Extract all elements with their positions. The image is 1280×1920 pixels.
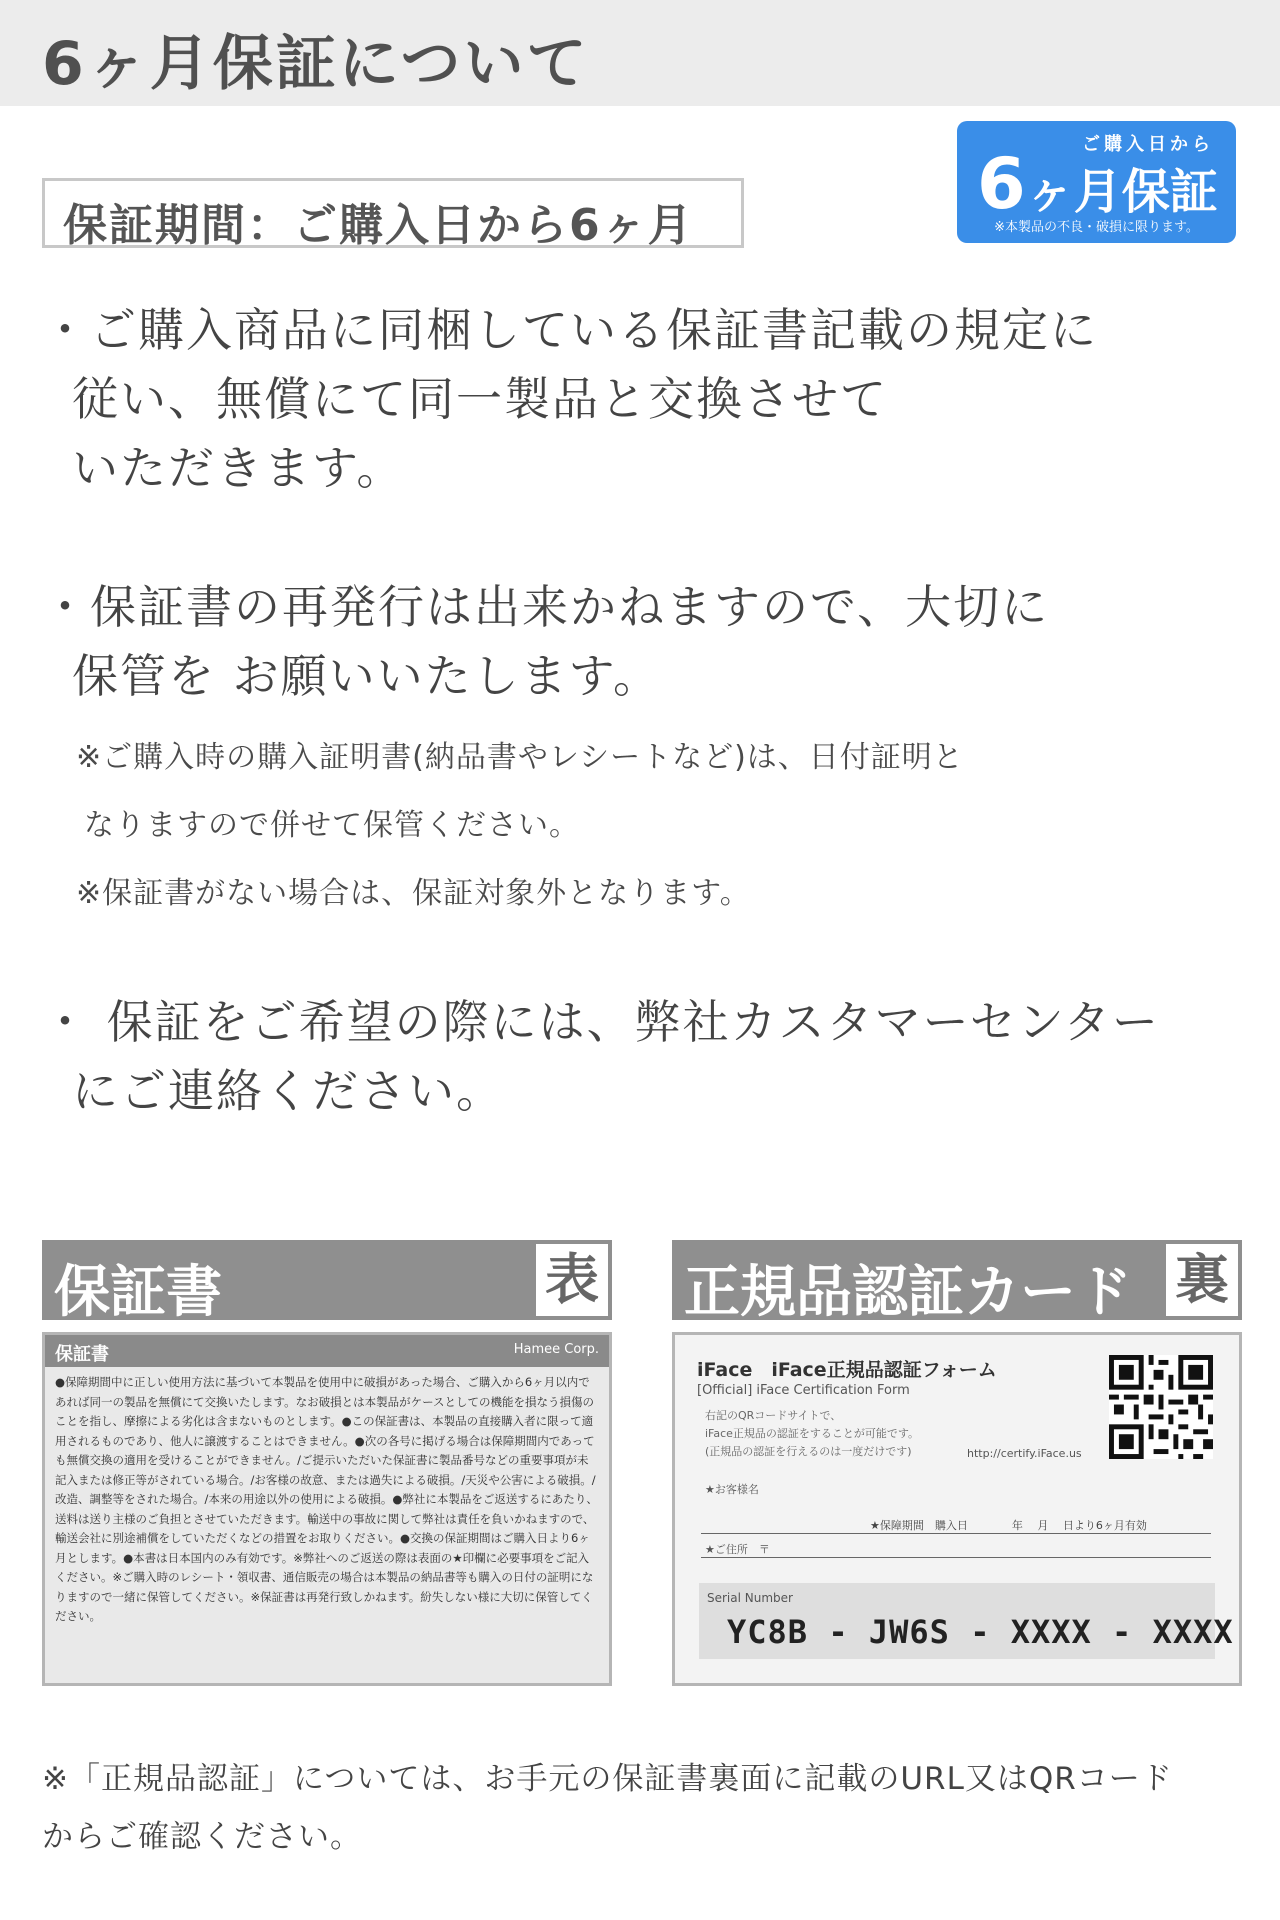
certification-card-image: [672, 1332, 1242, 1686]
six-month-warranty-badge: [957, 121, 1236, 243]
cert-card-title: iFace iFace正規品認証フォーム: [697, 1359, 997, 1381]
divider: [701, 1557, 1211, 1558]
cert-url: http://certify.iFace.us: [967, 1447, 1082, 1460]
bullet-line: ・保証書の再発行は出来かねますので、大切に: [42, 580, 1050, 634]
note-no-warranty: ※保証書がない場合は、保証対象外となります。: [76, 876, 751, 911]
cert-card-desc: [705, 1407, 919, 1461]
certification-card-panel: [672, 1240, 1242, 1686]
bullet-contact: [42, 988, 1160, 1126]
bullet-line: にご連絡ください。: [72, 1064, 504, 1118]
page-title: 6ヶ月保証について: [42, 29, 590, 99]
qr-code-icon: [1109, 1355, 1213, 1459]
warranty-card-text: ●保障期間中に正しい使用方法に基づいて本製品を使用中に破損があった場合、ご購入から6ヶ月以内であれば同一の製品を無償にて交換いたします。なお破損とは本製品がケースとしての機能を損なう損傷のことを指し、摩擦による劣化は含まないものとします。●この保証書は、本製品の直接購入者に限って適用されるものであり、他人に譲渡することはできません。●次の各号に掲げる場合は保障期間内であっても無償交換の適用を受けることができません。/ご提示いただいた保証書に製品番号などの重要事項が未記入または修正等がされている場合。/お客様の故意、または過失による破損。/天災や公害による破損。/改造、調整等をされた場合。/本来の用途以外の使用による破損。●弊社に本製品をご返送するにあたり、送料は送り主様のご負担とさせていただきます。輸送中の事故に関して弊社は責任を負いかねますので、輸送会社に別途補償をしていただくなどの措置をお取りください。●交換の保証期間はご購入日より6ヶ月とします。●本書は日本国内のみ有効です。※弊社へのご返送の際は表面の★印欄に必要事項をご記入ください。※ご購入時のレシート・領収書、通信販売の場合は本製品の納品書等も購入の日付の証明になりますので一緒に保管してください。※保証書は再発行致しかねます。紛失しない様に大切に保管してください。: [55, 1375, 598, 1623]
warranty-period-label: 保証期間：ご購入日から6ヶ月: [63, 200, 694, 251]
footer-line: ※「正規品認証」については、お手元の保証書裏面に記載のURL又はQRコード: [42, 1761, 1173, 1797]
note-receipt: ※ご購入時の購入証明書(納品書やレシートなど)は、日付証明と: [76, 740, 964, 775]
footer-note: [42, 1750, 1173, 1866]
footer-line: からご確認ください。: [42, 1819, 362, 1855]
cert-card-subtitle: [Official] iFace Certification Form: [697, 1383, 910, 1398]
panel-header: [672, 1240, 1242, 1325]
bullet-line: 保管を お願いいたします。: [72, 649, 661, 703]
serial-number-label: Serial Number: [707, 1591, 793, 1605]
panel-side-tag: 裏: [1166, 1244, 1238, 1316]
divider: [701, 1533, 1211, 1534]
bullet-line: 従い、無償にて同一製品と交換させて: [72, 372, 888, 426]
bullet-line: いただきます。: [72, 441, 405, 495]
badge-top-text: ご購入日から: [1082, 134, 1214, 155]
warranty-card-image: [42, 1332, 612, 1686]
bullet-line: ・ 保証をご希望の際には、弊社カスタマーセンター: [42, 995, 1160, 1049]
badge-six: 6: [977, 143, 1026, 225]
warranty-card-panel: [42, 1240, 612, 1686]
bullet-exchange: [42, 296, 1098, 503]
cert-desc-line: 右記のQRコードサイトで、: [705, 1409, 842, 1422]
panel-header: [42, 1240, 612, 1325]
header-bar: [0, 0, 1280, 106]
panel-title: 正規品認証カード: [684, 1260, 1132, 1325]
note-receipt-cont: なりますので併せて保管ください。: [84, 808, 580, 843]
cert-period-label: ★保障期間 購入日 年 月 日より6ヶ月有効: [870, 1519, 1147, 1532]
cert-desc-line: iFace正規品の認証をすることが可能です。: [705, 1427, 920, 1440]
serial-number-box: [699, 1583, 1234, 1659]
warranty-card-title: 保証書: [55, 1344, 109, 1365]
badge-note: ※本製品の不良・破損に限ります。: [994, 220, 1199, 235]
badge-rest: ヶ月保証: [1025, 164, 1218, 220]
cert-address-label: ★ご住所 〒: [705, 1543, 770, 1556]
panel-title: 保証書: [54, 1260, 222, 1325]
cert-customer-label: ★お客様名: [705, 1483, 759, 1496]
warranty-card-corp: Hamee Corp.: [513, 1342, 599, 1357]
bullet-line: ・ご購入商品に同梱している保証書記載の規定に: [42, 303, 1098, 357]
panel-side-tag: 表: [536, 1244, 608, 1316]
warranty-period-box: [42, 178, 744, 251]
serial-number-value: YC8B - JW6S - XXXX - XXXX: [727, 1613, 1234, 1651]
bullet-reissue: [42, 573, 1049, 711]
cert-desc-line: (正規品の認証を行えるのは一度だけです): [705, 1445, 912, 1458]
warranty-card-header: [45, 1335, 609, 1367]
